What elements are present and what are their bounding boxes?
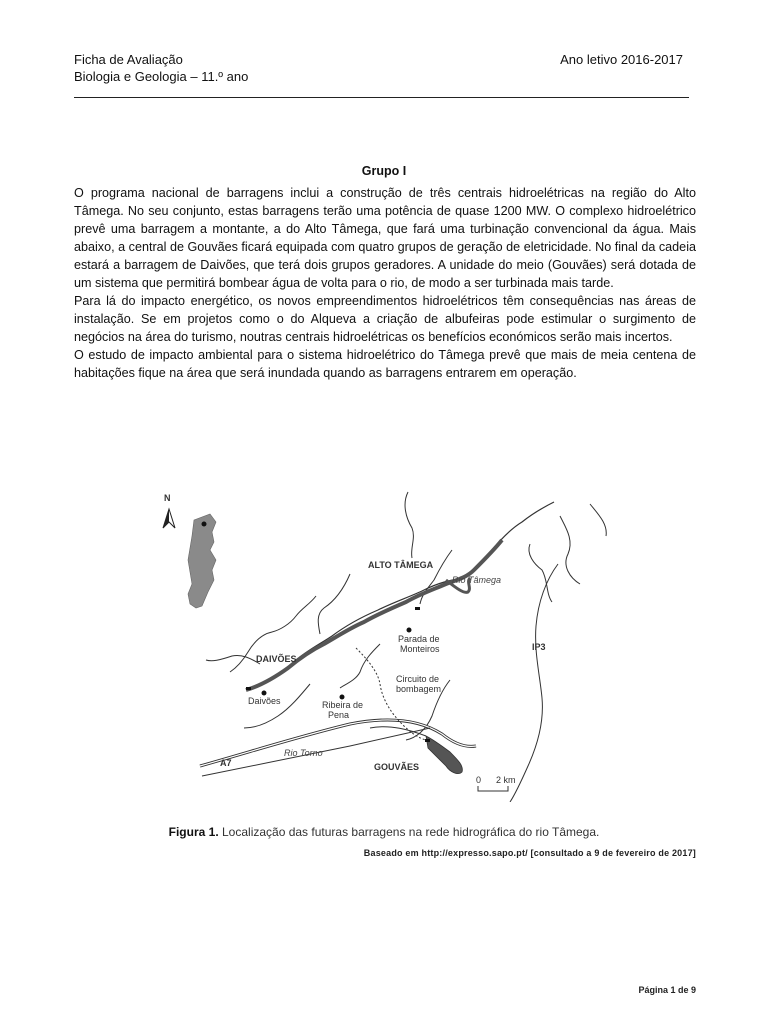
portugal-inset-map (188, 514, 216, 608)
a7-label: A7 (220, 758, 232, 768)
subject: Biologia e Geologia – 11.º ano (74, 69, 249, 84)
parada-label-1: Parada de (398, 634, 440, 644)
daivoes-town-label: Daivões (248, 696, 281, 706)
doc-title: Ficha de Avaliação (74, 52, 183, 67)
scale-2km-label: 2 km (496, 775, 516, 785)
ip3-label: IP3 (532, 642, 546, 652)
group-title: Grupo I (361, 164, 407, 178)
pumping-circuit (356, 648, 426, 740)
rio-tamega-label: Rio Tâmega (452, 575, 502, 585)
daivoes-town-marker (262, 691, 267, 696)
parada-marker (407, 628, 412, 633)
paragraph-2: Para lá do impacto energético, os novos empreendimentos hidroelétricos têm consequências nas áreas de instalação. Se em projetos como o do Alqueva a criação de albufeiras pode estimular o surgimento de negócios na área do turismo, noutras centrais hidroelétricas os benefícios económicos serão mais incertos. (74, 294, 696, 344)
figure-label: Figura 1. (168, 825, 219, 839)
school-year: Ano letivo 2016-2017 (560, 52, 683, 67)
north-label: N (164, 493, 171, 503)
ribeira-label-2: Pena (328, 710, 350, 720)
paragraph-3: O estudo de impacto ambiental para o sistema hidroelétrico do Tâmega prevê que mais de meia centena de habitações fique na área que será inundada quando as barragens entrarem em operação. (74, 348, 696, 380)
figure-caption (0, 825, 768, 839)
scale-bar (478, 786, 508, 791)
alto-tamega-label: ALTO TÂMEGA (368, 560, 434, 570)
dam-daivoes (246, 687, 251, 690)
header-divider (74, 97, 689, 98)
gouvaes-label: GOUVÃES (374, 762, 420, 772)
ribeira-label-1: Ribeira de (322, 700, 364, 710)
body-text (74, 184, 696, 382)
scale-zero-label: 0 (476, 775, 482, 785)
figure-caption-text: Localização das futuras barragens na rede hidrográfica do rio Tâmega. (222, 825, 600, 839)
map-figure (150, 484, 698, 802)
rio-torno-label: Rio Torno (284, 748, 323, 758)
circuito-label-2: bombagem (396, 684, 442, 694)
inset-location-marker (202, 522, 207, 527)
parada-label-2: Monteiros (400, 644, 440, 654)
page-number: Página 1 de 9 (638, 985, 696, 995)
circuito-label-1: Circuito de (396, 674, 440, 684)
figure-source: Baseado em http://expresso.sapo.pt/ [consultado a 9 de fevereiro de 2017] (363, 848, 696, 858)
paragraph-1: O programa nacional de barragens inclui a construção de três centrais hidroelétricas na região do Alto Tâmega. No seu conjunto, estas barragens terão uma potência de quase 1200 MW. O complexo hidroelétrico prevê uma barragem a montante, a do Alto Tâmega, que fará uma turbinação convencional da água. Mais abaixo, a central de Gouvães ficará equipada com quatro grupos de geração de eletricidade. No final da cadeia estará a barragem de Daivões, que terá dois grupos geradores. A unidade do meio (Gouvães) será dotada de um sistema que permitirá bombear água de volta para o rio, de modo a ser turbinada mais tarde. (74, 186, 696, 290)
tamega-map (150, 484, 698, 802)
daivoes-dam-label: DAIVÕES (256, 654, 297, 664)
dam-alto-tamega (415, 607, 420, 610)
dam-gouvaes (425, 739, 430, 742)
ribeira-marker (340, 695, 345, 700)
page-header (74, 51, 689, 85)
